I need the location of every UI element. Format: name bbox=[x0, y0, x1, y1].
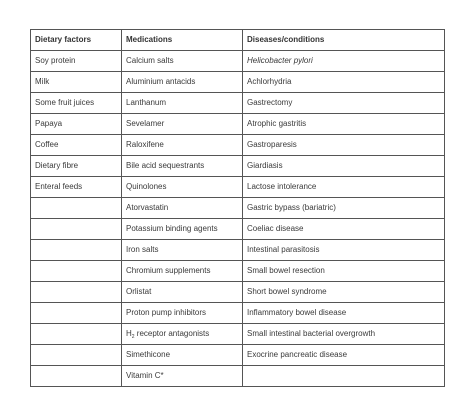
table-cell bbox=[31, 303, 122, 324]
table-cell: Quinolones bbox=[122, 177, 243, 198]
table-cell: Enteral feeds bbox=[31, 177, 122, 198]
table-cell: Milk bbox=[31, 72, 122, 93]
column-header-dietary-factors: Dietary factors bbox=[31, 30, 122, 51]
table-cell: Exocrine pancreatic disease bbox=[243, 345, 445, 366]
table-cell bbox=[243, 366, 445, 387]
table-row bbox=[31, 303, 445, 324]
table-row bbox=[31, 261, 445, 282]
table-row bbox=[31, 72, 445, 93]
table-cell: Lactose intolerance bbox=[243, 177, 445, 198]
h2-prefix: H bbox=[126, 329, 132, 338]
table-cell bbox=[31, 219, 122, 240]
table-cell: Helicobacter pylori bbox=[243, 51, 445, 72]
table-row bbox=[31, 366, 445, 387]
table-body bbox=[31, 51, 445, 387]
table-cell: Aluminium antacids bbox=[122, 72, 243, 93]
table-row bbox=[31, 345, 445, 366]
table-header-row bbox=[31, 30, 445, 51]
table-row bbox=[31, 177, 445, 198]
table-row bbox=[31, 156, 445, 177]
table-cell: Sevelamer bbox=[122, 114, 243, 135]
table-cell: Gastric bypass (bariatric) bbox=[243, 198, 445, 219]
table-cell: Giardiasis bbox=[243, 156, 445, 177]
table-cell: Potassium binding agents bbox=[122, 219, 243, 240]
table-row bbox=[31, 282, 445, 303]
table-cell: Papaya bbox=[31, 114, 122, 135]
table-cell bbox=[31, 366, 122, 387]
h2-suffix: receptor antagonists bbox=[134, 329, 210, 338]
table-cell bbox=[31, 240, 122, 261]
table-cell bbox=[31, 198, 122, 219]
table-cell: Some fruit juices bbox=[31, 93, 122, 114]
table-row bbox=[31, 114, 445, 135]
table-row bbox=[31, 240, 445, 261]
table-cell: Small intestinal bacterial overgrowth bbox=[243, 324, 445, 345]
table-cell: Bile acid sequestrants bbox=[122, 156, 243, 177]
table-cell: Intestinal parasitosis bbox=[243, 240, 445, 261]
table-cell: Short bowel syndrome bbox=[243, 282, 445, 303]
table-cell: Simethicone bbox=[122, 345, 243, 366]
table-cell: Chromium supplements bbox=[122, 261, 243, 282]
table-cell: Dietary fibre bbox=[31, 156, 122, 177]
table-cell bbox=[31, 324, 122, 345]
h2-subscript: 2 bbox=[131, 334, 135, 340]
table-cell: Vitamin C* bbox=[122, 366, 243, 387]
table-cell: Coeliac disease bbox=[243, 219, 445, 240]
table-cell: Gastrectomy bbox=[243, 93, 445, 114]
table-cell bbox=[31, 345, 122, 366]
table-cell: Iron salts bbox=[122, 240, 243, 261]
table-cell: Calcium salts bbox=[122, 51, 243, 72]
table-row bbox=[31, 135, 445, 156]
table-row bbox=[31, 198, 445, 219]
column-header-medications: Medications bbox=[122, 30, 243, 51]
table-row bbox=[31, 51, 445, 72]
table-cell bbox=[31, 282, 122, 303]
table-row bbox=[31, 324, 445, 345]
table-cell: Soy protein bbox=[31, 51, 122, 72]
table-cell: Small bowel resection bbox=[243, 261, 445, 282]
table-cell: Inflammatory bowel disease bbox=[243, 303, 445, 324]
table-cell: Atorvastatin bbox=[122, 198, 243, 219]
table-cell: Atrophic gastritis bbox=[243, 114, 445, 135]
table-cell bbox=[31, 261, 122, 282]
table-cell: Orlistat bbox=[122, 282, 243, 303]
table-row bbox=[31, 93, 445, 114]
table-cell: Achlorhydria bbox=[243, 72, 445, 93]
table-cell: Gastroparesis bbox=[243, 135, 445, 156]
table-cell: Coffee bbox=[31, 135, 122, 156]
table-cell: Proton pump inhibitors bbox=[122, 303, 243, 324]
table-cell: Lanthanum bbox=[122, 93, 243, 114]
table-row bbox=[31, 219, 445, 240]
table-cell bbox=[122, 324, 243, 345]
interaction-factors-table bbox=[30, 29, 445, 387]
column-header-diseases-conditions: Diseases/conditions bbox=[243, 30, 445, 51]
table-cell: Raloxifene bbox=[122, 135, 243, 156]
